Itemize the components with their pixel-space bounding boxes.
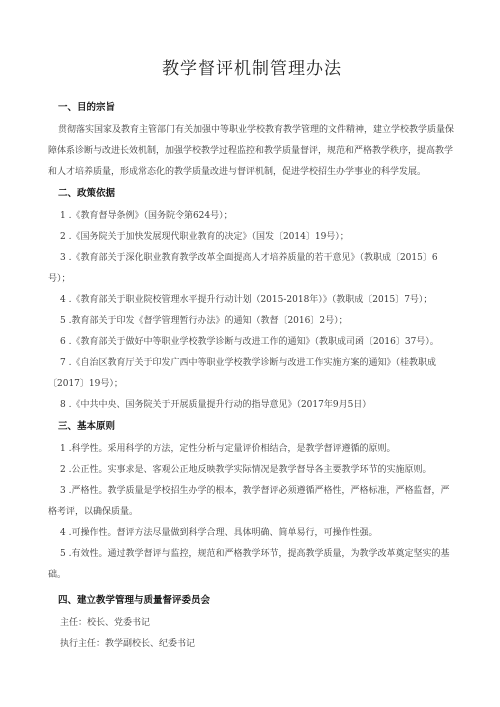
list-item: 8 .《中共中央、国务院关于开展质量提升行动的指导意见》（2017年9月5日） <box>60 400 372 410</box>
section-policy-basis <box>48 187 456 416</box>
list-item: 3 .《教育部关于深化职业教育教学改革全面提高人才培养质量的若干意见》（教职成〔2015〕6号）； <box>48 253 438 284</box>
list-item: 6 .《教育部关于做好中等职业学校教学诊断与改进工作的通知》（教职成司函〔2016〕37号）。 <box>60 337 439 347</box>
list-item: 主任：校长、党委书记 <box>60 618 151 628</box>
list-item: 5 .有效性。通过教学督评与监控，规范和严格教学环节，提高教学质量，为教学改革奠定坚实的基础。 <box>48 549 450 580</box>
paragraph: 贯彻落实国家及教育主管部门有关加强中等职业学校教育教学管理的文件精神，建立学校教学质量保障体系诊断与改进长效机制，加强学校教学过程监控和教学质量督评，规范和严格教学秩序，提高教学和人才培养质量，形成常态化的教学质量改进与督评机制，促进学校招生办学事业的科学发展。 <box>48 125 455 177</box>
list-item: 4 .《教育部关于职业院校管理水平提升行动计划（2015-2018年）》（教职成〔2015〕7号）； <box>60 295 433 305</box>
list-item: 3 .严格性。教学质量是学校招生办学的根本，教学督评必须遵循严格性，严格标准，严格监督，严格考评，以确保质量。 <box>48 486 450 517</box>
list-item: 执行主任：教学副校长、纪委书记 <box>60 639 196 649</box>
list-item: 1 .《教育督导条例》（国务院令第624号）； <box>60 211 233 221</box>
section-committee <box>48 594 456 655</box>
section-heading: 三、基本原则 <box>58 421 116 432</box>
list-item: 4 .可操作性。督评方法尽量做到科学合理、具体明确、简单易行，可操作性强。 <box>60 528 378 538</box>
list-item: 7 .《自治区教育厅关于印发广西中等职业学校教学诊断与改进工作实施方案的通知》（桂教职成〔2017〕19号）； <box>48 358 436 389</box>
section-heading: 四、建立教学管理与质量督评委员会 <box>58 595 211 606</box>
list-item: 2 .公正性。实事求是、客观公正地反映教学实际情况是教学督导各主要教学环节的实施原则。 <box>60 465 432 475</box>
list-item: 1 .科学性。采用科学的方法，定性分析与定量评价相结合，是教学督评遵循的原则。 <box>60 444 396 454</box>
list-item: 5 .教育部关于印发《督学管理暂行办法》的通知（教督〔2016〕2号）； <box>60 316 348 326</box>
section-heading: 一、目的宗旨 <box>58 102 116 113</box>
section-heading: 二、政策依据 <box>58 188 116 199</box>
list-item: 2 .《国务院关于加快发展现代职业教育的决定》（国发〔2014〕19号）； <box>60 232 349 242</box>
section-purpose <box>48 101 456 183</box>
section-principles <box>48 420 456 586</box>
document-title: 教学督评机制管理办法 <box>162 59 342 79</box>
